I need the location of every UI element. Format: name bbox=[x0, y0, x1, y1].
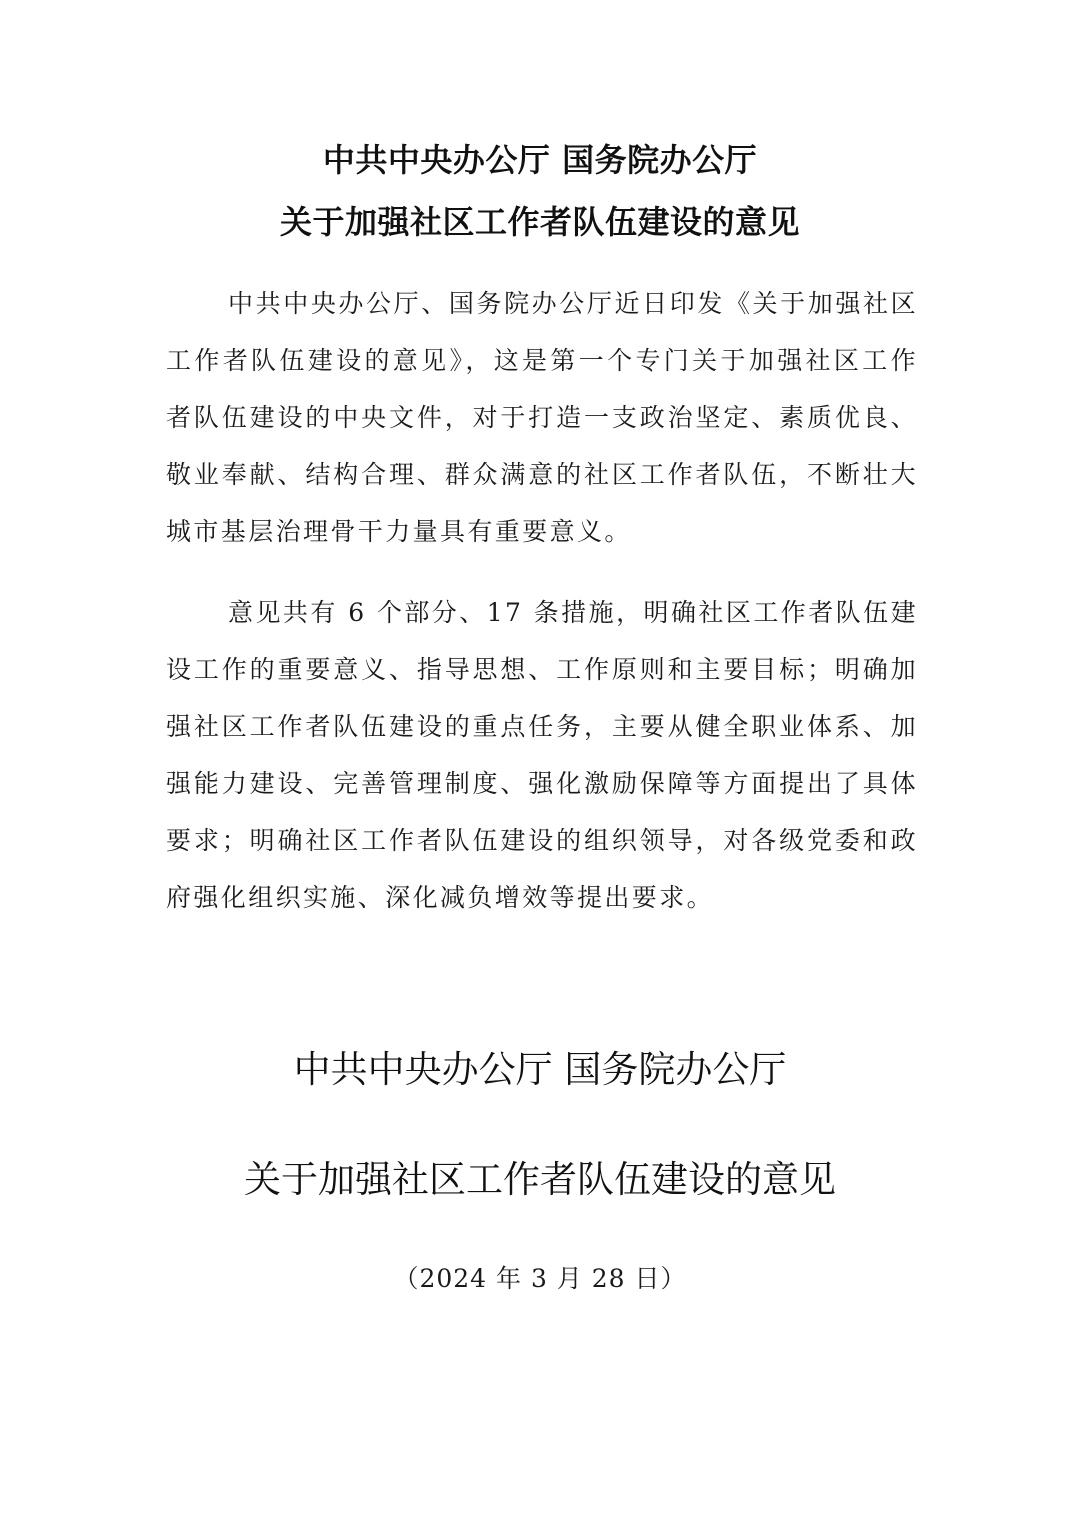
document-date: （2024 年 3 月 28 日） bbox=[393, 1264, 687, 1293]
intro-paragraph-2: 意见共有 6 个部分、17 条措施，明确社区工作者队伍建设工作的重要意义、指导思想、工作原则和主要目标；明确加强社区工作者队伍建设的重点任务，主要从健全职业体系、加强能力建设、完善管理制度、强化激励保障等方面提出了具体要求；明确社区工作者队伍建设的组织领导，对各级党委和政府强化组织实施、深化减负增效等提出要求。 bbox=[166, 598, 918, 912]
intro-paragraph-1: 中共中央办公厅、国务院办公厅近日印发《关于加强社区工作者队伍建设的意见》，这是第一个专门关于加强社区工作者队伍建设的中央文件，对于打造一支政治坚定、素质优良、敬业奉献、结构合理、群众满意的社区工作者队伍，不断壮大城市基层治理骨干力量具有重要意义。 bbox=[166, 289, 918, 546]
document-title: 关于加强社区工作者队伍建设的意见 bbox=[244, 1158, 836, 1201]
header-title-issuer: 中共中央办公厅 国务院办公厅 bbox=[322, 141, 758, 179]
header-title-subject: 关于加强社区工作者队伍建设的意见 bbox=[279, 203, 800, 241]
document-issuer: 中共中央办公厅 国务院办公厅 bbox=[293, 1048, 787, 1091]
